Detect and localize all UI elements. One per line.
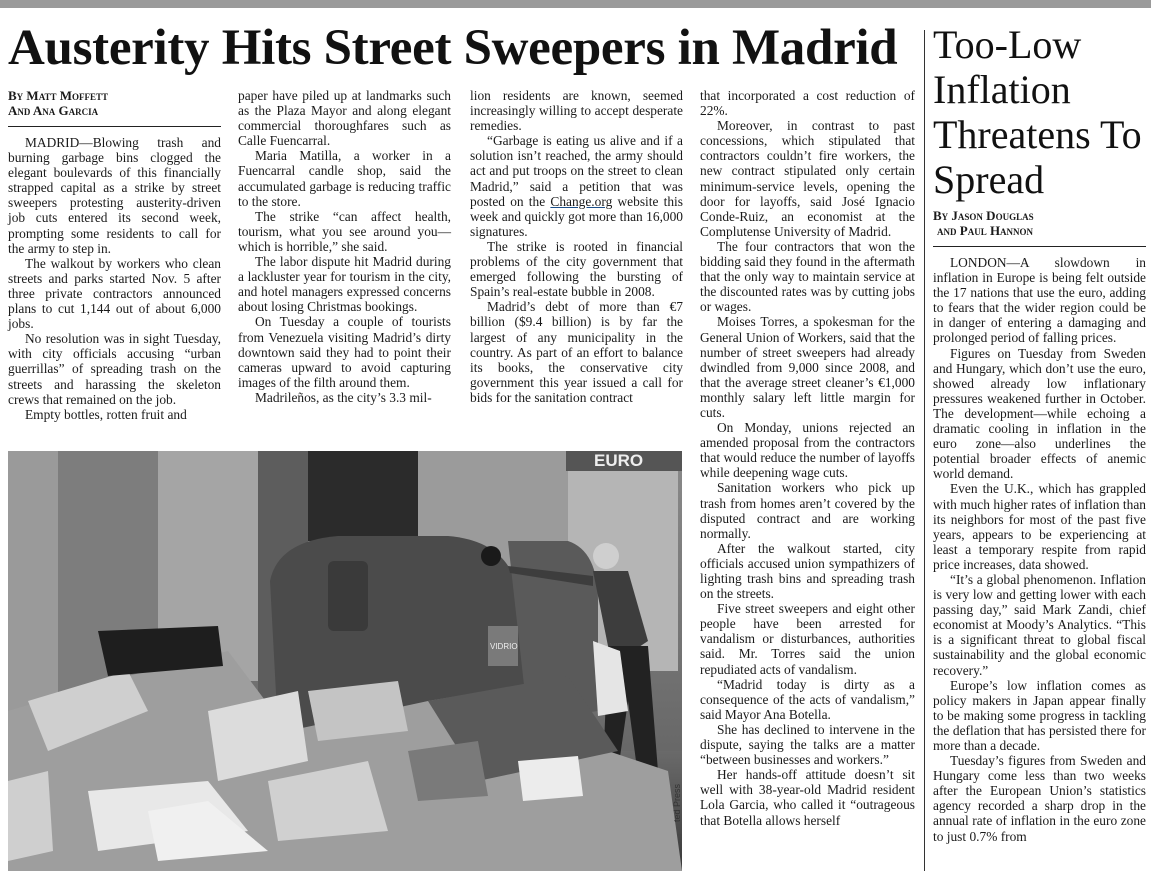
side-byline	[933, 208, 1146, 238]
article-paragraph	[238, 390, 451, 405]
side-byline-divider	[933, 246, 1146, 247]
article-paragraph	[700, 420, 915, 480]
article-paragraph	[700, 314, 915, 420]
side-article-paragraph: Figures on Tuesday from Sweden and Hungary, which don’t use the euro, showed already low inflationary pressures weakened further in October. The development—while echoing a dramatic cooling in inflation in the euro zone—also underlines the potential broader effects of anemic world demand.	[933, 345, 1146, 482]
paragraph-text: After the walkout started, city officials accused union sympathizers of lighting trash bins and spreading trash on the streets.	[700, 540, 915, 602]
article-column-4	[700, 88, 915, 828]
byline-author-2: And Ana Garcia	[8, 103, 99, 118]
paragraph-text: that incorporated a cost reduction of 22%.	[700, 88, 915, 119]
paragraph-text: paper have piled up at landmarks such as the Plaza Mayor and along elegant commercial thoroughfares such as Calle Fuencarral.	[238, 88, 451, 149]
byline-author-1: By Matt Moffett	[8, 88, 109, 103]
side-headline: Too-Low Inflation Threatens To Spread	[933, 22, 1142, 202]
top-rule	[0, 0, 1151, 8]
side-byline-author-1: By Jason Douglas	[933, 208, 1034, 223]
article-paragraph	[470, 88, 683, 133]
paragraph-text: The strike is rooted in financial problems of the city government that emerged following the bursting of Spain’s real-estate bubble in 2008.	[470, 238, 683, 300]
side-article-column	[933, 208, 1146, 844]
article-paragraph	[700, 677, 915, 722]
paragraph-text: The labor dispute hit Madrid during a lackluster year for tourism in the city, and hotel managers expressed concerns about losing Christmas bookings.	[238, 254, 451, 315]
paragraph-text: Empty bottles, rotten fruit and	[25, 406, 187, 422]
column-divider	[924, 30, 925, 871]
article-paragraph	[8, 135, 221, 256]
article-paragraph	[700, 767, 915, 827]
side-article-paragraph: LONDON—A slowdown in inflation in Europe is being felt outside the 17 nations that use the euro, adding to fears that the wider region could be in danger of entering a damaging and prolonged period of falling prices.	[933, 255, 1146, 346]
paragraph-text: She has declined to intervene in the dispute, saying the talks are a matter “between businesses and workers.”	[700, 721, 915, 768]
article-paragraph	[700, 88, 915, 118]
side-byline-author-2: and Paul Hannon	[937, 223, 1034, 238]
article-column-3	[470, 88, 683, 405]
article-paragraph	[238, 209, 451, 254]
article-paragraph	[700, 480, 915, 540]
article-paragraph	[700, 118, 915, 239]
paragraph-text: Maria Matilla, a worker in a Fuencarral candle shop, said the accumulated garbage is reducing traffic to the store.	[238, 148, 451, 209]
main-headline: Austerity Hits Street Sweepers in Madrid	[8, 20, 898, 76]
byline-divider	[8, 126, 221, 127]
article-paragraph	[8, 256, 221, 331]
paragraph-text: Her hands-off attitude doesn’t sit well with 38-year-old Madrid resident Lola Garcia, who called it “outrageous that Botella allows herself	[700, 767, 915, 828]
paragraph-text: Moreover, in contrast to past concessions, which stipulated that contractors couldn’t fire workers, the new contract stipulated only certain minimum-service levels, opening the door for layoffs, said José Ignacio Conde-Ruiz, an economist at the Complutense University of Madrid.	[700, 118, 915, 239]
paragraph-text: Madrileños, as the city’s 3.3 mil-	[255, 389, 432, 405]
news-photo	[8, 451, 682, 871]
paragraph-text: The walkout by workers who clean streets and parks started Nov. 5 after three private contractors announced plans to cut 1,144 out of about 6,000 jobs.	[8, 255, 221, 332]
side-article-paragraph: “It’s a global phenomenon. Inflation is very low and getting lower with each passing day,” said Mark Zandi, chief economist at Moody’s Analytics. “This is a significant threat to global fiscal sustainability and the global economic recovery.”	[933, 571, 1146, 678]
article-column-1	[8, 88, 221, 422]
paragraph-text: On Monday, unions rejected an amended proposal from the contractors that would reduce the number of layoffs while deepening wage cuts.	[700, 420, 915, 481]
article-paragraph	[470, 239, 683, 299]
euro-sign-text: EURO	[594, 451, 644, 470]
paragraph-text: The strike “can affect health, tourism, what you see around you—which is horrible,” she said.	[238, 208, 451, 254]
article-paragraph	[700, 541, 915, 601]
paragraph-text: The four contractors that won the bidding said they found in the aftermath that the only way to maintain service at the discounted rates was by cutting jobs or wages.	[700, 238, 915, 315]
article-paragraph	[8, 407, 221, 422]
article-paragraph	[470, 299, 683, 405]
paragraph-text: On Tuesday a couple of tourists from Venezuela visiting Madrid’s dirty downtown said they had to point their cameras upward to avoid capturing images of the filth around them.	[238, 314, 451, 390]
paragraph-text: Sanitation workers who pick up trash from homes aren’t covered by the disputed contract and are working normally.	[700, 480, 915, 541]
article-paragraph	[8, 331, 221, 406]
article-paragraph	[700, 601, 915, 676]
article-paragraph	[700, 239, 915, 314]
paragraph-text-after-link: website this week and quickly got more than 16,000 signatures.	[470, 193, 683, 239]
article-paragraph	[238, 88, 451, 148]
article-column-2	[238, 88, 451, 405]
byline	[8, 88, 221, 118]
paragraph-text: Five street sweepers and eight other people have been arrested for vandalism or disturbances, authorities said. Mr. Torres said the union repudiated acts of vandalism.	[700, 601, 915, 677]
article-paragraph	[238, 148, 451, 208]
paragraph-text: Madrid’s debt of more than €7 billion ($9.4 billion) is by far the largest of any municipality in the country. As part of an effort to balance its books, the conservative city government this year issued a call for bids for the sanitation contract	[470, 299, 683, 405]
paragraph-text: lion residents are known, seemed increasingly willing to accept desperate remedies.	[470, 88, 683, 134]
article-paragraph	[470, 133, 683, 239]
side-article-paragraph: Tuesday’s figures from Sweden and Hungary come less than two weeks after the European Union’s statistics agency recorded a sharp drop in the annual rate of inflation in the euro zone to just 0.7% from	[933, 753, 1146, 844]
article-paragraph	[238, 314, 451, 389]
paragraph-text: No resolution was in sight Tuesday, with city officials accusing “urban guerrillas” of spreading trash on the streets and harassing the skeleton crews that remained on the job.	[8, 331, 221, 407]
article-paragraph	[700, 722, 915, 767]
photo-street-garbage	[8, 451, 682, 871]
side-article-paragraph: Europe’s low inflation comes as policy makers in Japan appear finally to be making some progress in tackling the deflation that has persisted there for more than a decade.	[933, 677, 1146, 753]
change-org-link[interactable]: Change.org	[550, 193, 613, 209]
paragraph-text: MADRID—Blowing trash and burning garbage bins clogged the elegant boulevards of this financially strapped capital as a strike by street sweepers protesting austerity-driven job cuts entered its second week, prompting some residents to call for the army to step in.	[8, 135, 221, 256]
paragraph-text: “Madrid today is dirty as a consequence of the acts of vandalism,” said Mayor Ana Botella.	[700, 676, 915, 722]
article-paragraph	[238, 254, 451, 314]
photo-credit: ted Press	[672, 783, 682, 822]
paragraph-text: “Garbage is eating us alive and if a solution isn’t reached, the army should act and put troops on the street to clean Madrid,” said a petition that was posted on the	[470, 133, 683, 209]
paragraph-text: Moises Torres, a spokesman for the General Union of Workers, said that the number of street sweepers had already dwindled from 9,000 since 2008, and that the average street cleaner’s €1,000 monthly salary left little margin for cuts.	[700, 314, 915, 420]
bin-label-text: VIDRIO	[490, 642, 518, 651]
side-article-paragraph: Even the U.K., which has grappled with much higher rates of inflation than its neighbors for most of the past five years, appears to be experiencing at least a temporary respite from rapid price increases, data showed.	[933, 481, 1146, 572]
